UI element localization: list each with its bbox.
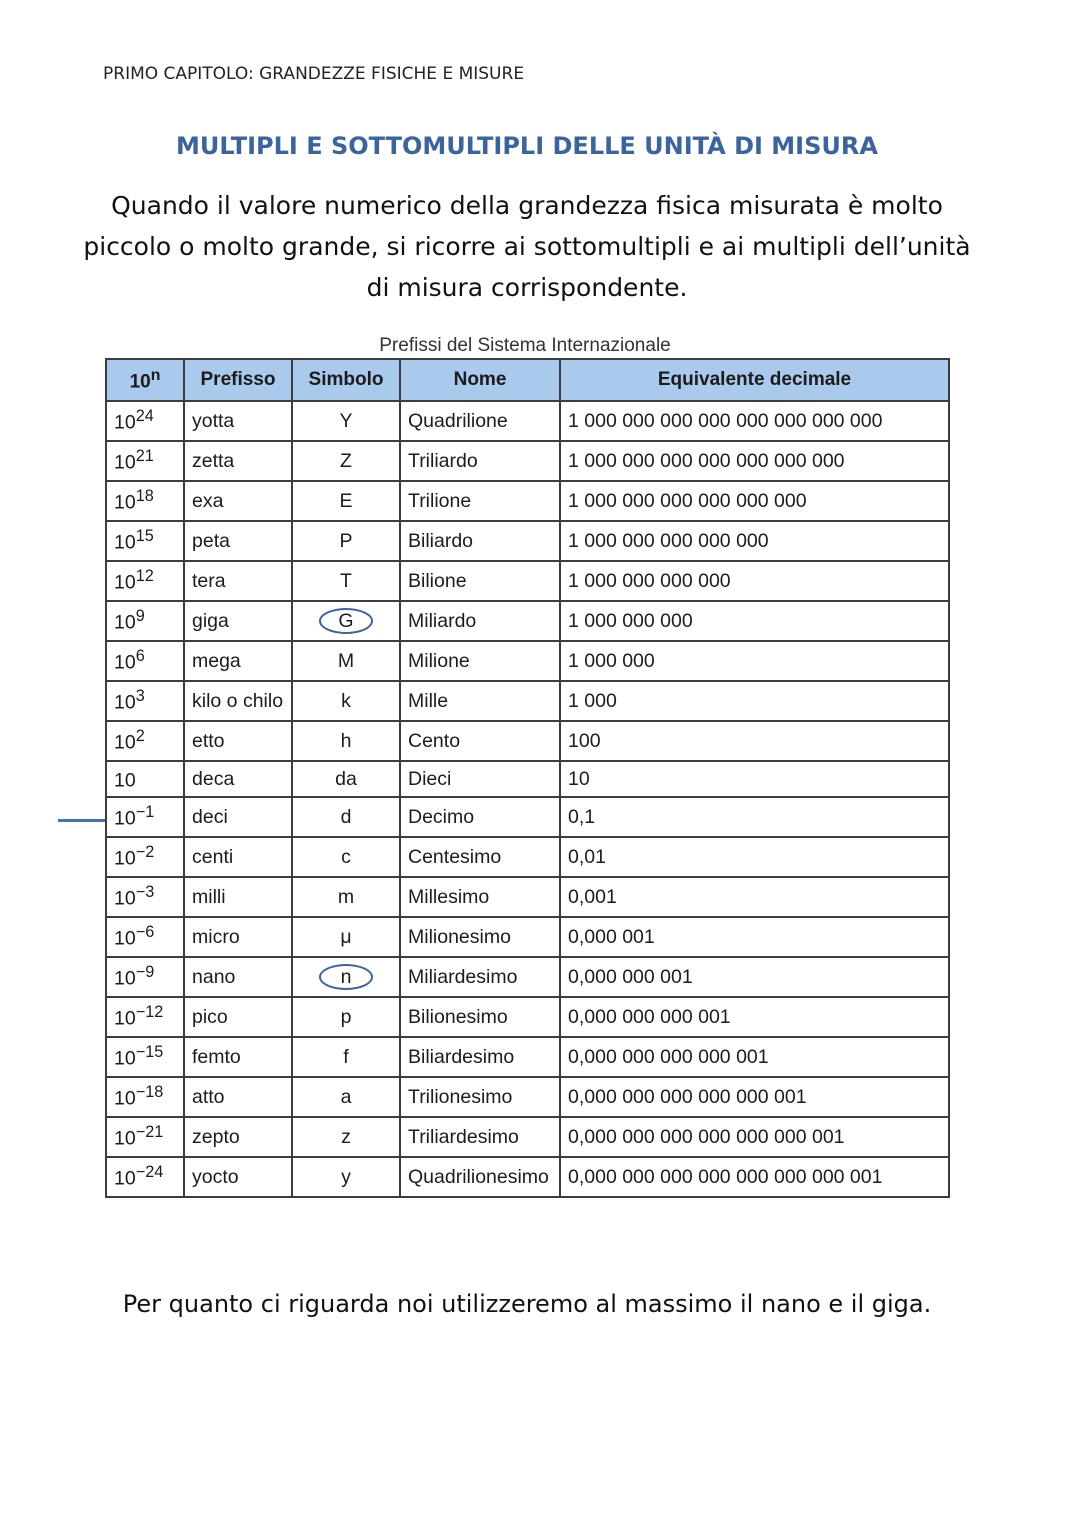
cell-decimal: 1 000 [560,681,949,721]
cell-power [106,401,184,441]
header-decimal: Equivalente decimale [560,359,949,401]
cell-decimal: 0,000 001 [560,917,949,957]
circled-symbol-annotation: G [319,608,373,634]
power-base: 10 [114,807,136,830]
cell-symbol [292,997,400,1037]
header-power [106,359,184,401]
cell-decimal: 0,000 000 001 [560,957,949,997]
table-row [106,761,949,797]
power-base: 10 [114,491,136,514]
cell-prefix: tera [184,561,292,601]
header-prefix: Prefisso [184,359,292,401]
table-row [106,837,949,877]
power-exponent: 15 [135,527,154,546]
cell-power [106,1157,184,1197]
table-row [106,1077,949,1117]
cell-name: Trilionesimo [400,1077,560,1117]
power-base: 10 [114,651,136,674]
cell-prefix: kilo o chilo [184,681,292,721]
symbol-value: d [340,805,352,828]
cell-power [106,1077,184,1117]
cell-symbol [292,721,400,761]
symbol-value: y [341,1165,351,1188]
power-exponent: 6 [135,647,145,666]
power-exponent: −24 [135,1163,164,1182]
symbol-value: T [340,569,352,592]
cell-symbol [292,601,400,641]
header-symbol: Simbolo [292,359,400,401]
cell-name: Bilione [400,561,560,601]
power-exponent: 24 [135,407,154,426]
table-row [106,481,949,521]
cell-power [106,957,184,997]
cell-decimal: 1 000 000 000 [560,601,949,641]
symbol-value: c [341,845,351,868]
table-row [106,401,949,441]
power-base: 10 [114,927,136,950]
cell-symbol [292,837,400,877]
running-header: PRIMO CAPITOLO: GRANDEZZE FISICHE E MISURE [103,64,525,84]
table-body [106,401,949,1197]
margin-annotation-line [58,819,105,822]
cell-decimal: 1 000 000 000 000 000 [560,521,949,561]
header-power-exp: n [150,366,161,384]
cell-prefix: centi [184,837,292,877]
symbol-value: p [340,1005,352,1028]
cell-name: Mille [400,681,560,721]
cell-name: Milione [400,641,560,681]
power-exponent: 21 [135,447,154,466]
power-base: 10 [114,1047,136,1070]
cell-symbol [292,957,400,997]
power-exponent: −9 [135,963,155,982]
cell-name: Dieci [400,761,560,797]
power-base: 10 [114,887,136,910]
power-exponent: −15 [135,1043,164,1062]
cell-power [106,721,184,761]
power-base: 10 [114,769,136,792]
symbol-value: P [339,529,353,552]
cell-decimal: 0,1 [560,797,949,837]
cell-power [106,681,184,721]
power-base: 10 [114,1087,136,1110]
cell-name: Biliardesimo [400,1037,560,1077]
cell-power [106,917,184,957]
header-power-base: 10 [129,371,151,393]
intro-paragraph: Quando il valore numerico della grandezza fisica misurata è molto piccolo o molto grande, si ricorre ai sottomultipli e ai multipli dell’unità di misura corrispondente. [83,191,971,302]
cell-power [106,877,184,917]
table-row [106,877,949,917]
cell-decimal: 1 000 000 000 000 000 000 000 000 [560,401,949,441]
power-base: 10 [114,731,136,754]
cell-decimal: 0,000 000 000 000 001 [560,1037,949,1077]
cell-prefix: micro [184,917,292,957]
symbol-value: Z [340,449,352,472]
power-base: 10 [114,531,136,554]
cell-decimal: 100 [560,721,949,761]
cell-symbol [292,441,400,481]
cell-prefix: zetta [184,441,292,481]
cell-symbol [292,641,400,681]
cell-decimal: 0,000 000 000 000 000 000 000 001 [560,1157,949,1197]
table-row [106,521,949,561]
power-exponent: 18 [135,487,154,506]
power-base: 10 [114,691,136,714]
symbol-value: z [341,1125,351,1148]
symbol-value: Y [339,409,353,432]
symbol-value: k [341,689,351,712]
symbol-value: E [339,489,353,512]
power-base: 10 [114,1167,136,1190]
header-name: Nome [400,359,560,401]
cell-symbol [292,797,400,837]
cell-decimal: 0,001 [560,877,949,917]
conclusion-text: Per quanto ci riguarda noi utilizzeremo al massimo il nano e il giga. [122,1290,932,1318]
cell-prefix: giga [184,601,292,641]
cell-decimal: 0,000 000 000 000 000 001 [560,1077,949,1117]
power-exponent: −21 [135,1123,164,1142]
symbol-value: M [337,649,355,672]
cell-name: Triliardo [400,441,560,481]
power-exponent: 3 [135,687,145,706]
symbol-value: f [343,1045,349,1068]
power-base: 10 [114,967,136,990]
cell-power [106,441,184,481]
cell-symbol [292,917,400,957]
cell-prefix: deca [184,761,292,797]
cell-power [106,481,184,521]
power-exponent: 12 [135,567,154,586]
table-caption: Prefissi del Sistema Internazionale [379,335,671,356]
table-row [106,957,949,997]
cell-decimal: 0,01 [560,837,949,877]
table-row [106,681,949,721]
cell-prefix: pico [184,997,292,1037]
power-exponent: −3 [135,883,155,902]
power-base: 10 [114,1007,136,1030]
cell-power [106,1037,184,1077]
cell-symbol [292,877,400,917]
cell-decimal: 1 000 000 000 000 000 000 [560,481,949,521]
cell-power [106,641,184,681]
table-row [106,797,949,837]
cell-prefix: yotta [184,401,292,441]
cell-power [106,797,184,837]
cell-power [106,1117,184,1157]
cell-symbol [292,561,400,601]
table-row [106,641,949,681]
cell-name: Milionesimo [400,917,560,957]
table-row [106,917,949,957]
cell-power [106,521,184,561]
power-exponent: −6 [135,923,155,942]
table-row [106,561,949,601]
symbol-value: μ [340,925,352,948]
cell-prefix: deci [184,797,292,837]
power-base: 10 [114,411,136,434]
cell-power [106,837,184,877]
power-exponent: −2 [135,843,155,862]
cell-decimal: 1 000 000 000 000 [560,561,949,601]
circled-symbol-annotation: n [319,964,373,990]
cell-symbol [292,1157,400,1197]
symbol-value: a [340,1085,352,1108]
table-row [106,441,949,481]
cell-name: Centesimo [400,837,560,877]
cell-name: Miliardo [400,601,560,641]
cell-name: Cento [400,721,560,761]
cell-symbol [292,681,400,721]
symbol-value: m [337,885,355,908]
cell-name: Trilione [400,481,560,521]
table-row [106,997,949,1037]
symbol-value: da [335,767,357,790]
cell-symbol [292,1117,400,1157]
cell-prefix: nano [184,957,292,997]
cell-name: Quadrilione [400,401,560,441]
si-prefix-table [105,358,950,1198]
cell-name: Triliardesimo [400,1117,560,1157]
power-base: 10 [114,1127,136,1150]
cell-name: Bilionesimo [400,997,560,1037]
cell-prefix: exa [184,481,292,521]
power-base: 10 [114,571,136,594]
cell-name: Miliardesimo [400,957,560,997]
section-title: MULTIPLI E SOTTOMULTIPLI DELLE UNITÀ DI MISURA [176,132,878,160]
table-header-row [106,359,949,401]
symbol-value: h [340,729,352,752]
table-row [106,721,949,761]
cell-decimal: 10 [560,761,949,797]
cell-symbol [292,521,400,561]
cell-name: Millesimo [400,877,560,917]
power-exponent: −12 [135,1003,164,1022]
table-row [106,1157,949,1197]
cell-power [106,561,184,601]
power-exponent: −18 [135,1083,164,1102]
cell-decimal: 1 000 000 000 000 000 000 000 [560,441,949,481]
cell-prefix: etto [184,721,292,761]
cell-name: Biliardo [400,521,560,561]
power-base: 10 [114,451,136,474]
power-base: 10 [114,611,136,634]
power-exponent: −1 [135,803,155,822]
table-row [106,1037,949,1077]
cell-power [106,997,184,1037]
cell-decimal: 0,000 000 000 001 [560,997,949,1037]
cell-name: Quadrilionesimo [400,1157,560,1197]
power-base: 10 [114,847,136,870]
cell-symbol [292,481,400,521]
table-row [106,1117,949,1157]
cell-symbol [292,401,400,441]
cell-decimal: 1 000 000 [560,641,949,681]
power-exponent: 2 [135,727,145,746]
table-row [106,601,949,641]
cell-prefix: peta [184,521,292,561]
cell-prefix: atto [184,1077,292,1117]
cell-symbol [292,761,400,797]
cell-prefix: mega [184,641,292,681]
cell-symbol [292,1077,400,1117]
cell-prefix: milli [184,877,292,917]
power-exponent: 9 [135,607,145,626]
cell-prefix: yocto [184,1157,292,1197]
cell-name: Decimo [400,797,560,837]
cell-prefix: zepto [184,1117,292,1157]
cell-decimal: 0,000 000 000 000 000 000 001 [560,1117,949,1157]
cell-power [106,601,184,641]
cell-symbol [292,1037,400,1077]
cell-prefix: femto [184,1037,292,1077]
cell-power [106,761,184,797]
